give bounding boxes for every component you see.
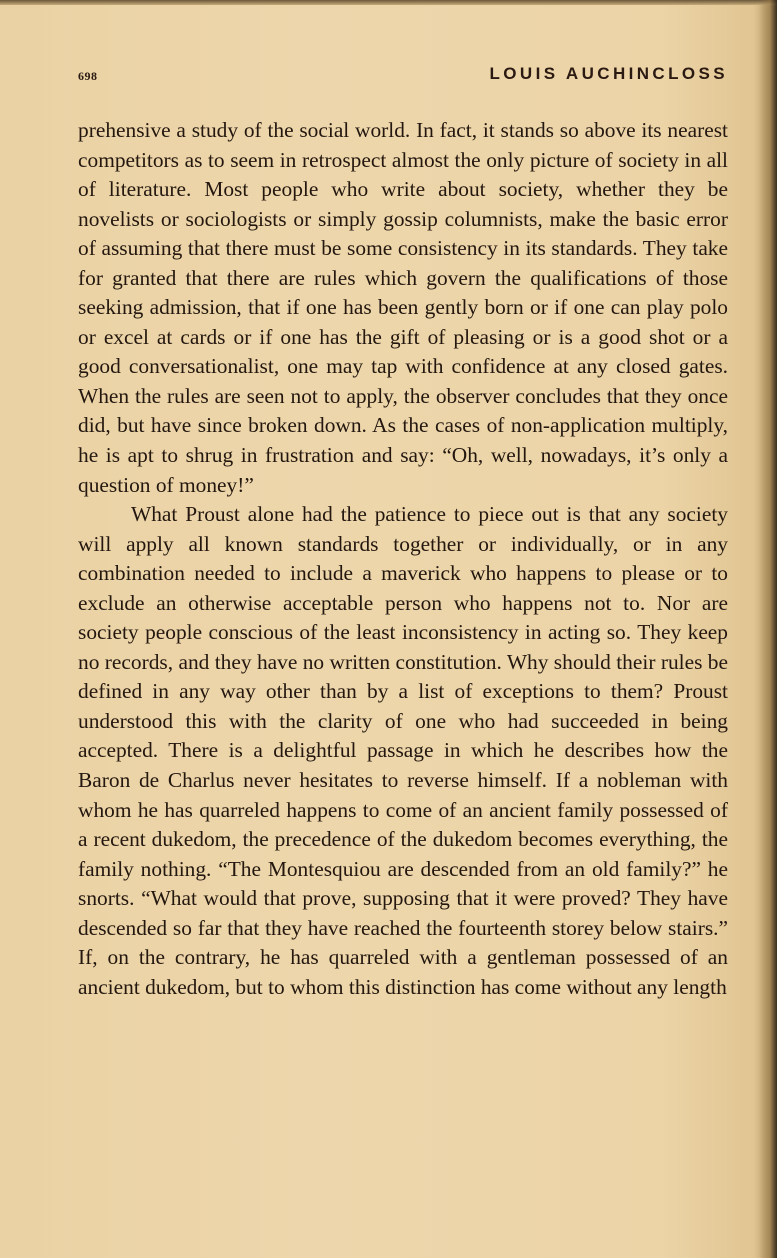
paragraph-proust: What Proust alone had the patience to piece out is that any society will apply all known standards together or individually, or in any combination needed to include a maverick who happens to please or to exclude an otherwise acceptable person who happens not to. Nor are society people conscious of the least inconsistency in acting so. They keep no records, and they have no written constitution. Why should their rules be defined in any way other than by a list of exceptions to them? Proust understood this with the clarity of one who had succeeded in being accepted. There is a delightful passage in which he describes how the Baron de Charlus never hesitates to reverse himself. If a nobleman with whom he has quarreled happens to come of an ancient family possessed of a recent dukedom, the precedence of the dukedom becomes everything, the family nothing. “The Montesquiou are descended from an old family?” he snorts. “What would that prove, supposing that it were proved? They have descended so far that they have reached the fourteenth storey below stairs.” If, on the contrary, he has quarreled with a gentleman possessed of an ancient dukedom, but to whom this distinction has come without any length [78, 502, 728, 999]
paragraph-continued: prehensive a study of the social world. In fact, it stands so above its nearest competitors as to seem in retrospect almost the only picture of society in all of literature. Most people who write about society, whether they be novelists or sociologists or simply gossip columnists, make the basic error of assuming that there must be some consistency in its standards. They take for granted that there are rules which govern the qualifications of those seeking admission, that if one has been gently born or if one can play polo or excel at cards or if one has the gift of pleasing or is a good shot or a good conversationalist, one may tap with confidence at any closed gates. When the rules are seen not to apply, the observer concludes that they once did, but have since broken down. As the cases of non-application multiply, he is apt to shrug in frustration and say: “Oh, well, nowadays, it’s only a question of money!” [78, 118, 728, 497]
page-header [78, 64, 728, 88]
page-right-edge-shadow [759, 0, 777, 1258]
body-text [78, 116, 728, 1002]
page-number: 698 [78, 69, 98, 83]
running-head: LOUIS AUCHINCLOSS [489, 64, 728, 83]
page-top-edge [0, 0, 777, 5]
